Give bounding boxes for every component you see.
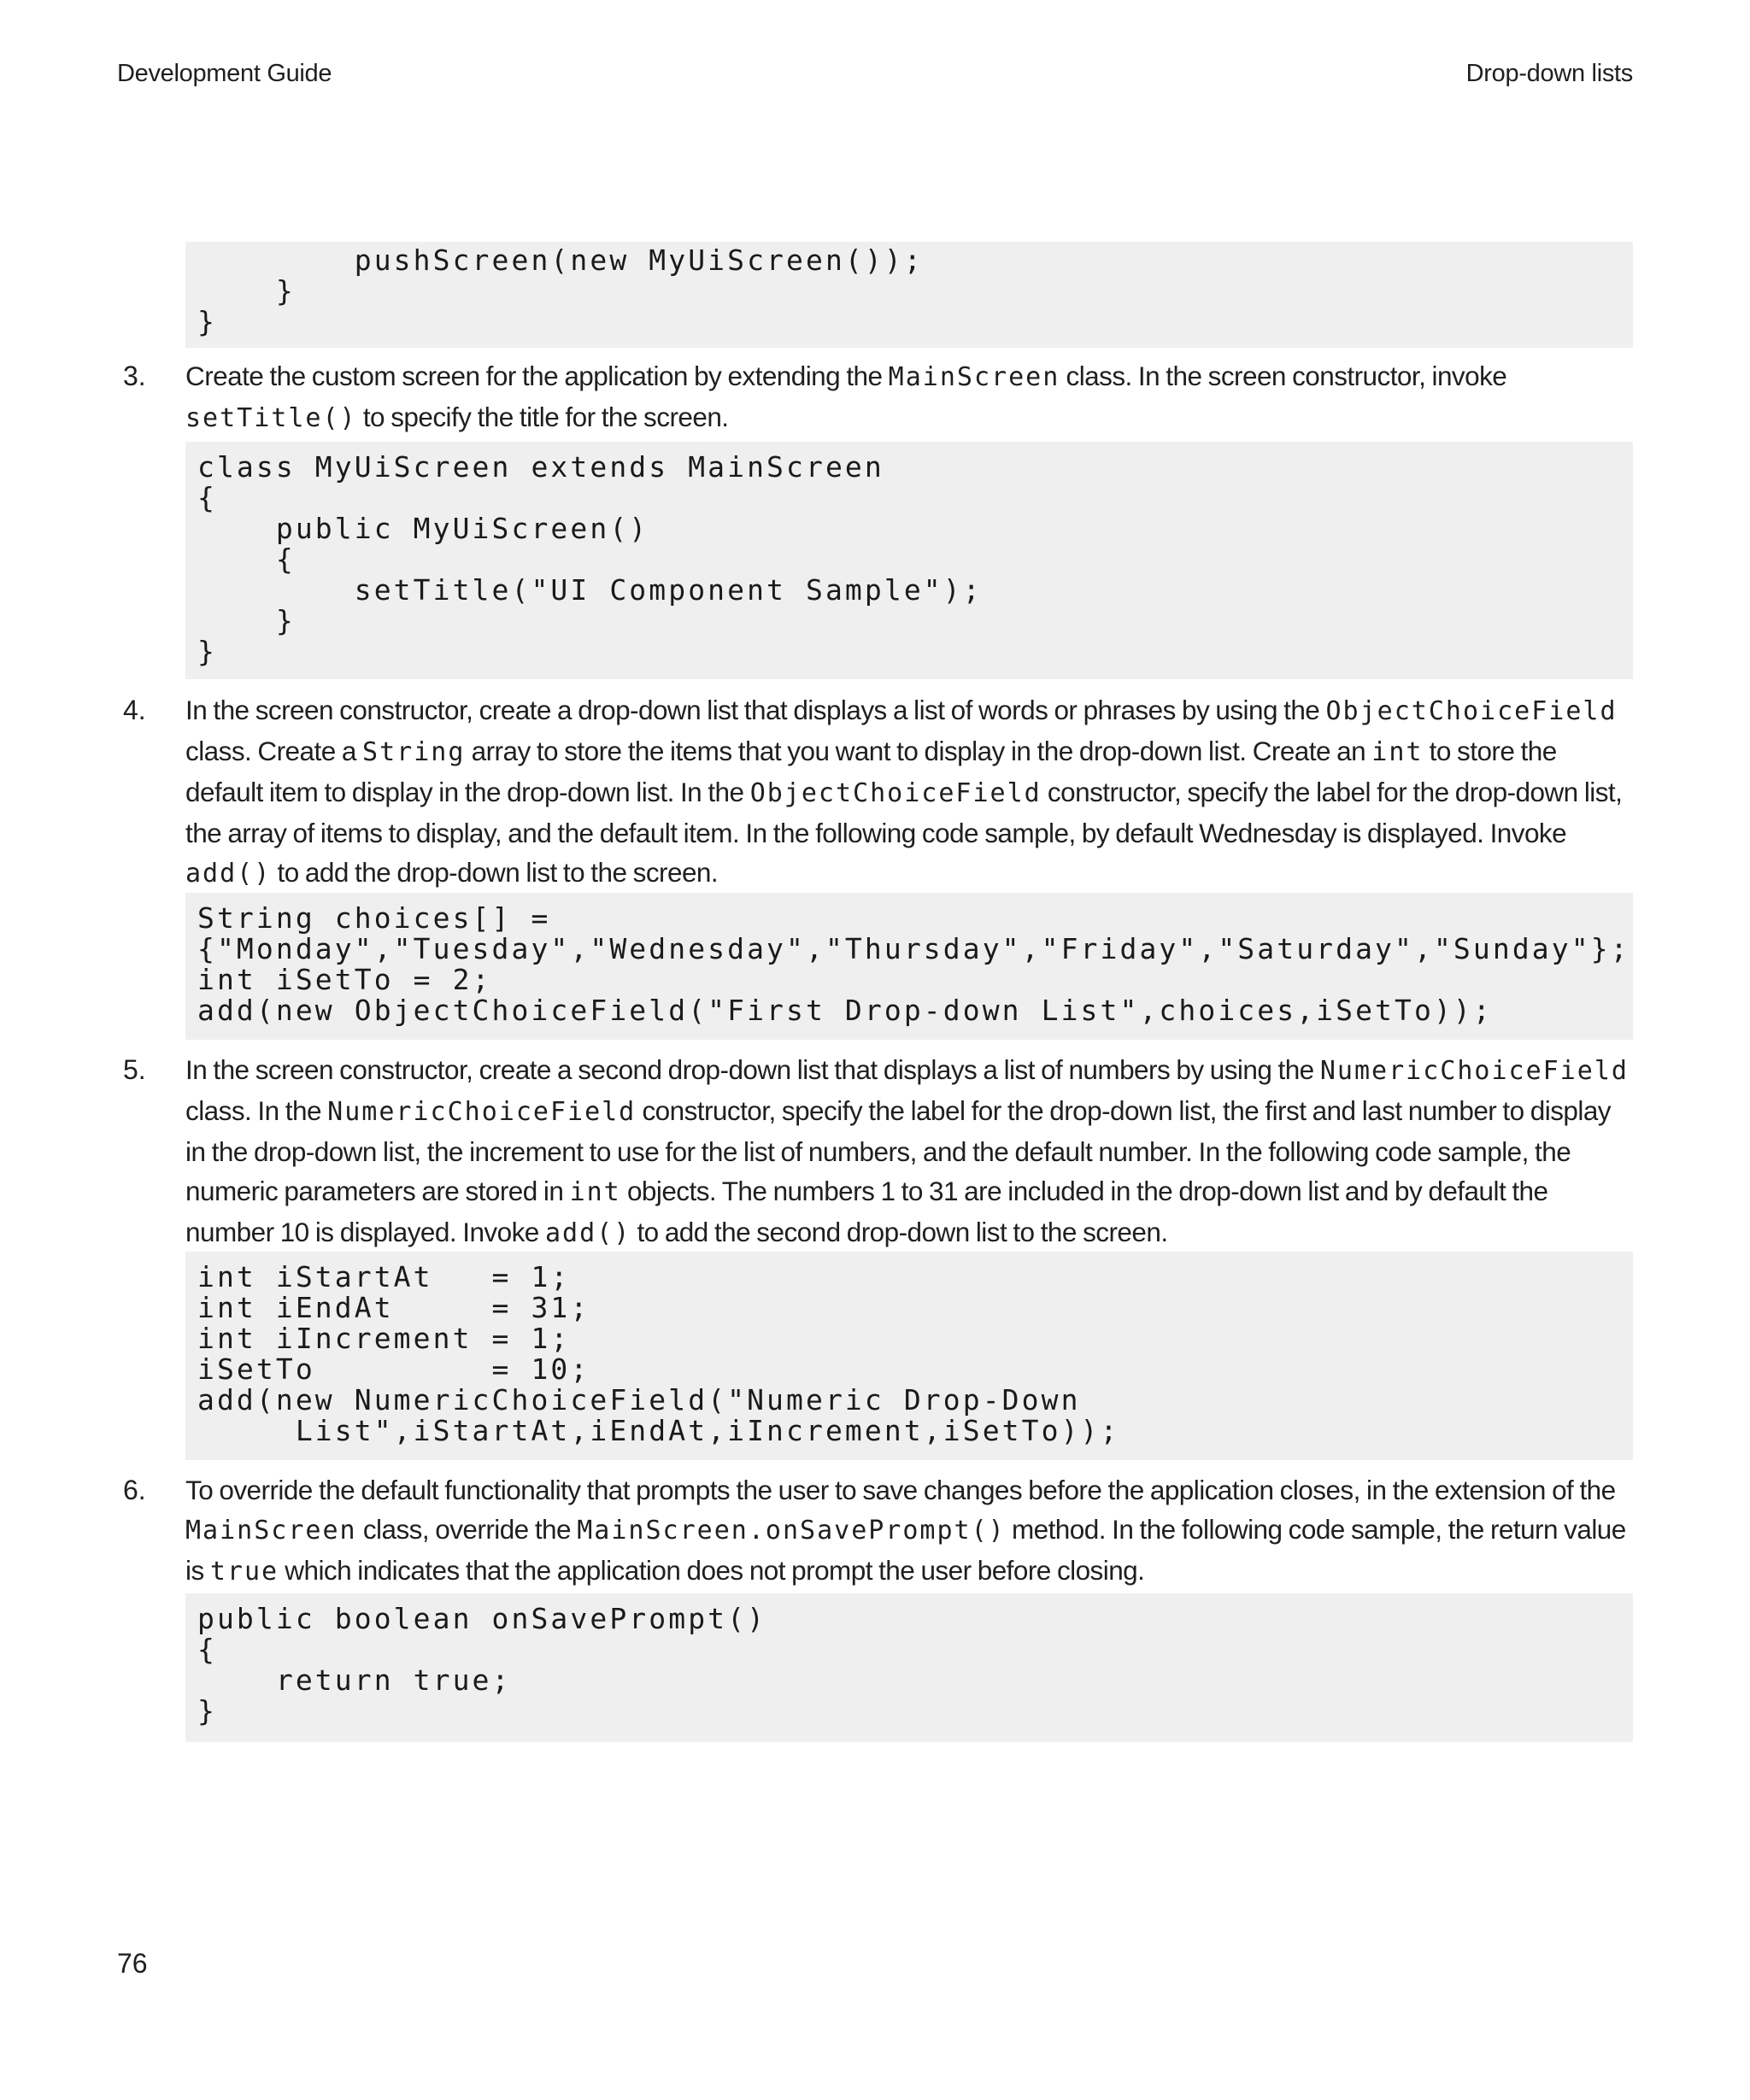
inline-code: NumericChoiceField — [327, 1097, 637, 1127]
step-number: 6. — [123, 1475, 146, 1505]
running-header-section: Drop-down lists — [1465, 60, 1633, 87]
step-text-run: In the screen constructor, create a second drop-down list that displays a list of numbers by using the — [185, 1054, 1320, 1085]
step-text-run: In the screen constructor, create a drop-down list that displays a list of words or phrases by using the — [185, 695, 1326, 725]
step-number: 4. — [123, 695, 146, 725]
step-text-run: to store the default item to display in the drop-down list. In the — [185, 736, 1557, 807]
step-text-run: which indicates that the application does not prompt the user before closing. — [279, 1555, 1145, 1586]
code-block-step6: public boolean onSavePrompt() { return true; } — [185, 1593, 1633, 1742]
inline-code: MainScreen — [888, 362, 1060, 392]
page-number: 76 — [117, 1948, 148, 1979]
inline-code: MainScreen — [185, 1516, 357, 1546]
step-text-run: class. Create a — [185, 736, 363, 766]
step-number: 5. — [123, 1054, 146, 1085]
code-block-step5: int iStartAt = 1; int iEndAt = 31; int iIncrement = 1; iSetTo = 10; add(new NumericChoiceField("Numeric Drop-Down List",iStartAt,iEndAt,iIncrement,iSetTo)); — [185, 1252, 1633, 1460]
step-text-run: array to store the items that you want to display in the drop-down list. Create an — [465, 736, 1372, 766]
step-text-run: Create the custom screen for the application by extending the — [185, 361, 889, 391]
step-text-run: class. In the — [185, 1095, 328, 1126]
code-block-intro: pushScreen(new MyUiScreen()); } } — [185, 242, 1633, 348]
inline-code: String — [362, 737, 466, 767]
step-text — [185, 1050, 1633, 1253]
step-text-run: objects. The numbers 1 to 31 are included in the drop-down list and by default the number 10 is displayed. Invoke — [185, 1176, 1548, 1247]
step-text-run: To override the default functionality that prompts the user to save changes before the application closes, in the extension of the — [185, 1475, 1616, 1505]
step-text-run: method. In the following code sample, the return value is — [185, 1514, 1626, 1586]
step-text — [185, 690, 1633, 894]
inline-code: add() — [185, 859, 272, 889]
step-text-run: to add the second drop-down list to the screen. — [631, 1217, 1168, 1247]
step-text-run: constructor, specify the label for the drop-down list, the array of items to display, and the default item. In the following code sample, by default Wednesday is displayed. Invoke — [185, 777, 1623, 848]
step-text — [185, 1470, 1633, 1592]
inline-code: ObjectChoiceField — [1325, 696, 1618, 726]
running-header-title: Development Guide — [117, 60, 332, 87]
step-text-run: class, override the — [356, 1514, 578, 1545]
inline-code: setTitle() — [185, 403, 357, 433]
inline-code: int — [1371, 737, 1424, 767]
code-block-step4: String choices[] = {"Monday","Tuesday","Wednesday","Thursday","Friday","Saturday","Sunday"}; int iSetTo = 2; add(new ObjectChoiceField("First Drop-down List",choices,iSetTo)); — [185, 893, 1633, 1040]
step-text-run: class. In the screen constructor, invoke — [1060, 361, 1507, 391]
step-text-run: constructor, specify the label for the drop-down list, the first and last number to display in the drop-down list, the increment to use for the list of numbers, and the default number. In the following code sample, the numeric parameters are stored in — [185, 1095, 1612, 1206]
inline-code: add() — [544, 1218, 631, 1248]
inline-code: NumericChoiceField — [1319, 1056, 1629, 1086]
step-text-run: to add the drop-down list to the screen. — [271, 857, 719, 888]
inline-code: int — [569, 1177, 621, 1207]
step-number: 3. — [123, 361, 146, 391]
inline-code: true — [209, 1557, 279, 1587]
inline-code: MainScreen.onSavePrompt() — [577, 1516, 1006, 1546]
code-block-step3: class MyUiScreen extends MainScreen { public MyUiScreen() { setTitle("UI Component Sample"); } } — [185, 442, 1633, 679]
step-text — [185, 356, 1633, 438]
inline-code: ObjectChoiceField — [749, 778, 1042, 808]
step-text-run: to specify the title for the screen. — [356, 402, 729, 432]
